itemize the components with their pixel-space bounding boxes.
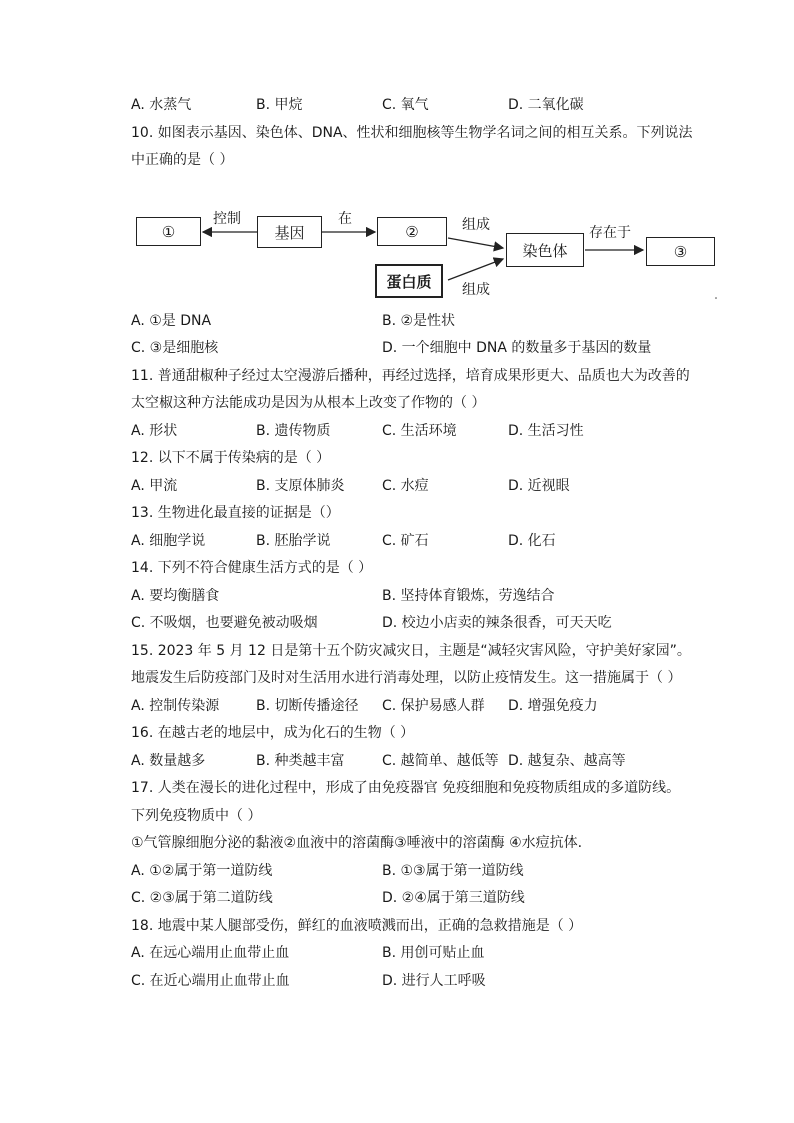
q15-stem-line2: 地震发生后防疫部门及时对生活用水进行消毒处理，以防止疫情发生。这一措施属于（ ）	[131, 670, 682, 686]
q10-option-a: A. ①是 DNA	[131, 313, 212, 329]
label-compose-bottom: 组成	[462, 282, 490, 298]
q9-option-c: C. 氧气	[382, 97, 429, 113]
q11-stem-line2: 太空椒这种方法能成功是因为从根本上改变了作物的（ ）	[131, 395, 486, 411]
arrow-protein-to-chromosome	[448, 259, 503, 280]
q14-option-a: A. 要均衡膳食	[131, 588, 220, 604]
q18-stem: 18. 地震中某人腿部受伤，鲜红的血液喷溅而出，正确的急救措施是（ ）	[131, 918, 583, 934]
q15-option-c: C. 保护易感人群	[382, 698, 485, 714]
q14-option-b: B. 坚持体育锻炼，劳逸结合	[382, 588, 555, 604]
q11-option-c: C. 生活环境	[382, 423, 457, 439]
arrow-box2-to-chromosome	[448, 238, 503, 248]
q10-stem-line2: 中正确的是（ ）	[131, 152, 234, 168]
q16-option-b: B. 种类越丰富	[256, 753, 345, 769]
q17-stem-line3: ①气管腺细胞分泌的黏液②血液中的溶菌酶③唾液中的溶菌酶 ④水痘抗体.	[131, 835, 583, 851]
q17-option-d: D. ②④属于第三道防线	[382, 890, 525, 906]
q10-option-d: D. 一个细胞中 DNA 的数量多于基因的数量	[382, 340, 652, 356]
q16-option-c: C. 越简单、越低等	[382, 753, 499, 769]
diagram-box-3: ③	[646, 237, 715, 266]
q13-option-d: D. 化石	[508, 533, 556, 549]
q11-option-a: A. 形状	[131, 423, 178, 439]
q17-option-c: C. ②③属于第二道防线	[131, 890, 273, 906]
q12-option-c: C. 水痘	[382, 478, 429, 494]
q15-option-d: D. 增强免疫力	[508, 698, 598, 714]
q17-stem-line2: 下列免疫物质中（ ）	[131, 808, 262, 824]
q9-option-a: A. 水蒸气	[131, 97, 192, 113]
q13-option-a: A. 细胞学说	[131, 533, 206, 549]
q18-option-b: B. 用创可贴止血	[382, 945, 485, 961]
q16-stem: 16. 在越古老的地层中，成为化石的生物（ ）	[131, 725, 415, 741]
q15-option-b: B. 切断传播途径	[256, 698, 359, 714]
q14-option-c: C. 不吸烟，也要避免被动吸烟	[131, 615, 318, 631]
diagram-box-protein: 蛋白质	[375, 264, 443, 298]
q17-option-a: A. ①②属于第一道防线	[131, 863, 273, 879]
q12-stem: 12. 以下不属于传染病的是（ ）	[131, 450, 331, 466]
diagram-box-chromosome: 染色体	[506, 233, 584, 267]
q11-option-d: D. 生活习性	[508, 423, 584, 439]
q16-option-d: D. 越复杂、越高等	[508, 753, 626, 769]
q15-stem-line1: 15. 2023 年 5 月 12 日是第十五个防灾减灾日，主题是“减轻灾害风险，守护美好家园”。	[131, 643, 691, 659]
q10-stem-line1: 10. 如图表示基因、染色体、DNA、性状和细胞核等生物学名词之间的相互关系。下列说法	[131, 125, 693, 141]
q13-option-b: B. 胚胎学说	[256, 533, 331, 549]
q9-option-b: B. 甲烷	[256, 97, 303, 113]
q11-stem-line1: 11. 普通甜椒种子经过太空漫游后播种，再经过选择，培育成果形更大、品质也大为改善的	[131, 368, 690, 384]
q12-option-d: D. 近视眼	[508, 478, 570, 494]
q17-stem-line1: 17. 人类在漫长的进化过程中，形成了由免疫器官 免疫细胞和免疫物质组成的多道防线。	[131, 780, 681, 796]
label-compose-top: 组成	[462, 217, 490, 233]
q9-option-d: D. 二氧化碳	[508, 97, 584, 113]
q10-option-b: B. ②是性状	[382, 313, 456, 329]
q11-option-b: B. 遗传物质	[256, 423, 331, 439]
q14-option-d: D. 校边小店卖的辣条很香，可天天吃	[382, 615, 612, 631]
q13-stem: 13. 生物进化最直接的证据是（）	[131, 505, 340, 521]
q12-option-b: B. 支原体肺炎	[256, 478, 345, 494]
q17-option-b: B. ①③属于第一道防线	[382, 863, 524, 879]
q12-option-a: A. 甲流	[131, 478, 178, 494]
diagram-box-gene: 基因	[257, 216, 322, 248]
label-control: 控制	[213, 211, 241, 227]
diagram-box-2: ②	[377, 217, 447, 246]
label-exists-in: 存在于	[589, 225, 631, 241]
q15-option-a: A. 控制传染源	[131, 698, 220, 714]
q14-stem: 14. 下列不符合健康生活方式的是（ ）	[131, 560, 373, 576]
q16-option-a: A. 数量越多	[131, 753, 206, 769]
diagram-box-1: ①	[136, 217, 201, 246]
q18-option-c: C. 在近心端用止血带止血	[131, 973, 290, 989]
q13-option-c: C. 矿石	[382, 533, 429, 549]
label-in: 在	[338, 211, 352, 227]
q18-option-a: A. 在远心端用止血带止血	[131, 945, 290, 961]
q18-option-d: D. 进行人工呼吸	[382, 973, 486, 989]
q10-option-c: C. ③是细胞核	[131, 340, 219, 356]
